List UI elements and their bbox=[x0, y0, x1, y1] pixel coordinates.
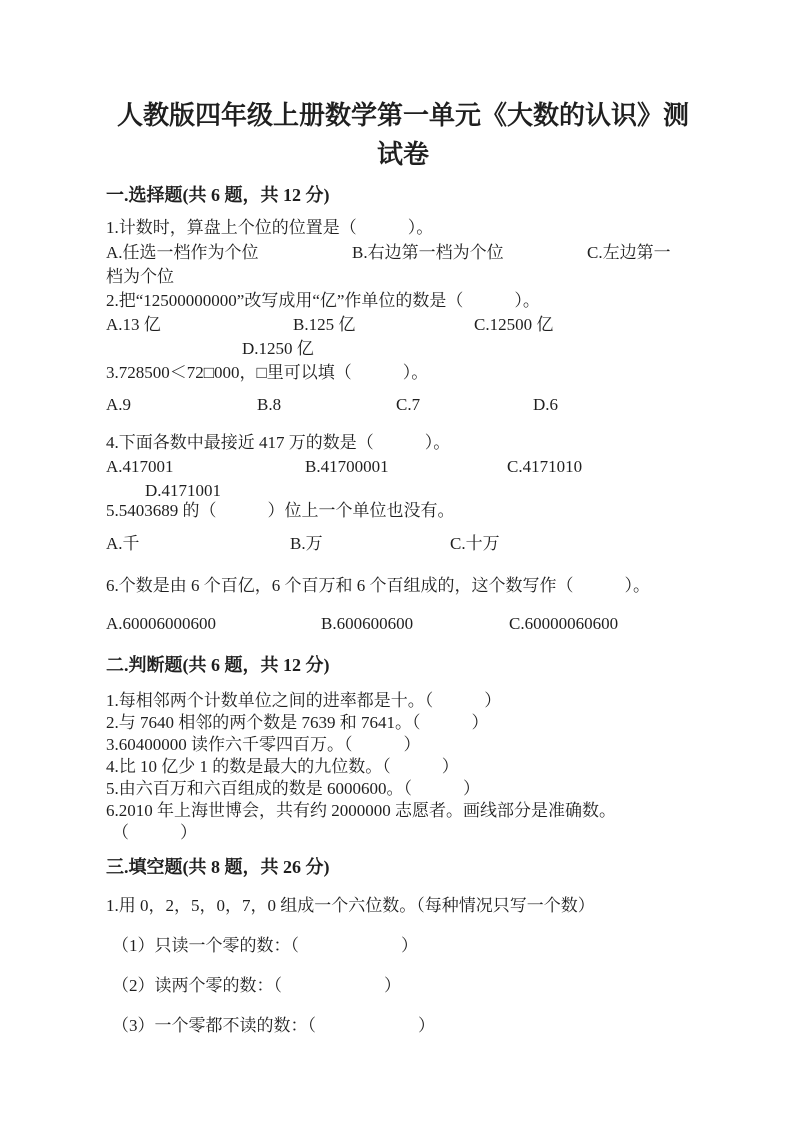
choice-q1-text: 1.计数时，算盘上个位的位置是（ ）。 bbox=[106, 218, 434, 237]
judge-item-4: 4.比 10 亿少 1 的数是最大的九位数。（ ） bbox=[106, 757, 459, 776]
choice-q1-option-c: C.左边第一 bbox=[587, 243, 671, 262]
choice-q1-option-a: A.任选一档作为个位 bbox=[106, 243, 259, 262]
choice-q6-option-c: C.60000060600 bbox=[509, 614, 619, 633]
fill-q1-sub-1: （1）只读一个零的数：（ ） bbox=[112, 936, 418, 955]
choice-q6-option-a: A.60006000600 bbox=[106, 614, 217, 633]
choice-q1-options bbox=[106, 241, 700, 265]
choice-q3-option-a: A.9 bbox=[106, 395, 132, 414]
choice-q4-option-a: A.417001 bbox=[106, 457, 174, 476]
choice-q4-option-b: B.41700001 bbox=[305, 457, 389, 476]
choice-q4-option-c: C.4171010 bbox=[507, 457, 583, 476]
choice-q3-option-b: B.8 bbox=[257, 395, 282, 414]
choice-q3-option-c: C.7 bbox=[396, 395, 421, 414]
section-choice-heading: 一.选择题(共 6 题，共 12 分) bbox=[106, 185, 330, 205]
choice-q4-options bbox=[106, 455, 700, 479]
choice-q5-options bbox=[106, 532, 700, 556]
choice-q4-option-d: D.4171001 bbox=[145, 481, 222, 500]
fill-q1-text: 1.用 0，2，5，0，7，0 组成一个六位数。（每种情况只写一个数） bbox=[106, 896, 595, 915]
choice-q5-text: 5.5403689 的（ ）位上一个单位也没有。 bbox=[106, 501, 455, 520]
judge-item-6-answer-parens: （ ） bbox=[112, 823, 197, 842]
choice-q2-options bbox=[106, 313, 700, 337]
choice-q1-option-c-wrap: 档为个位 bbox=[106, 267, 174, 286]
section-fill-heading: 三.填空题(共 8 题，共 26 分) bbox=[106, 857, 330, 877]
judge-item-2: 2.与 7640 相邻的两个数是 7639 和 7641。（ ） bbox=[106, 713, 489, 732]
choice-q6-option-b: B.600600600 bbox=[321, 614, 414, 633]
choice-q2-option-c: C.12500 亿 bbox=[474, 315, 554, 334]
choice-q6-options bbox=[106, 612, 700, 636]
judge-item-1: 1.每相邻两个计数单位之间的进率都是十。（ ） bbox=[106, 691, 502, 710]
choice-q1-option-b: B.右边第一档为个位 bbox=[352, 243, 504, 262]
fill-q1-sub-3: （3）一个零都不读的数：（ ） bbox=[112, 1016, 435, 1035]
choice-q5-option-c: C.十万 bbox=[450, 534, 500, 553]
choice-q2-option-d: D.1250 亿 bbox=[242, 339, 314, 358]
choice-q3-text: 3.728500＜72□000，□里可以填（ ）。 bbox=[106, 363, 429, 382]
choice-q3-options bbox=[106, 393, 700, 417]
choice-q4-text: 4.下面各数中最接近 417 万的数是（ ）。 bbox=[106, 433, 451, 452]
choice-q6-text: 6.个数是由 6 个百亿，6 个百万和 6 个百组成的，这个数写作（ ）。 bbox=[106, 576, 650, 595]
page-title: 人教版四年级上册数学第一单元《大数的认识》测试卷 bbox=[116, 101, 689, 169]
judge-item-6: 6.2010 年上海世博会，共有约 2000000 志愿者。画线部分是准确数。 bbox=[106, 801, 616, 820]
section-judge-heading: 二.判断题(共 6 题，共 12 分) bbox=[106, 655, 330, 675]
choice-q5-option-a: A.千 bbox=[106, 534, 140, 553]
choice-q5-option-b: B.万 bbox=[290, 534, 323, 553]
choice-q3-option-d: D.6 bbox=[533, 395, 559, 414]
judge-item-3: 3.60400000 读作六千零四百万。（ ） bbox=[106, 735, 421, 754]
choice-q2-text: 2.把“12500000000”改写成用“亿”作单位的数是（ ）。 bbox=[106, 291, 540, 310]
choice-q2-option-b: B.125 亿 bbox=[293, 315, 356, 334]
judge-item-5: 5.由六百万和六百组成的数是 6000600。（ ） bbox=[106, 779, 480, 798]
fill-q1-sub-2: （2）读两个零的数：（ ） bbox=[112, 976, 401, 995]
choice-q2-option-a: A.13 亿 bbox=[106, 315, 161, 334]
